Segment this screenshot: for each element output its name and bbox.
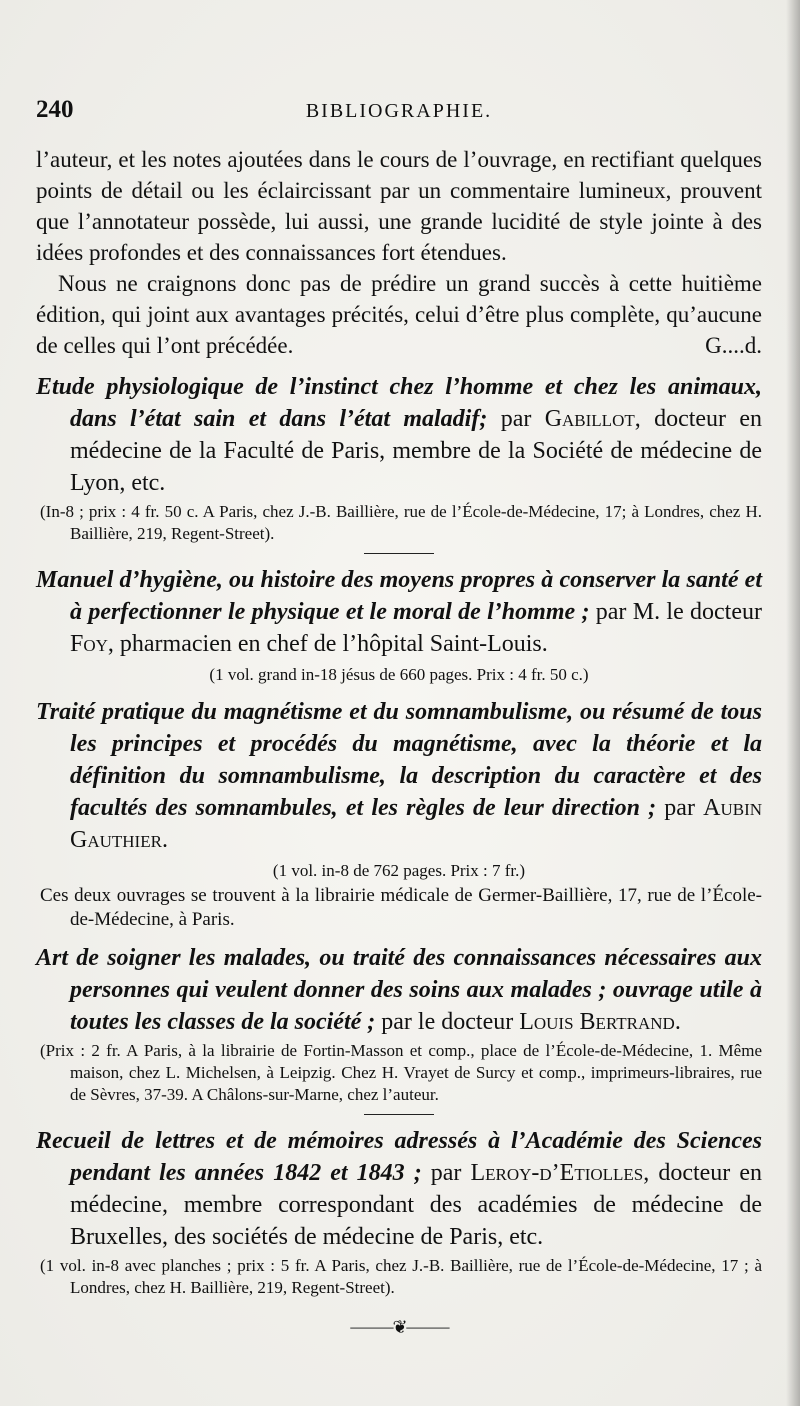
entry-author-name: Louis Bertrand xyxy=(519,1009,675,1035)
entry-author-name: Leroy-d’Etiolles xyxy=(470,1160,644,1186)
page-number: 240 xyxy=(36,96,74,123)
entry-author-name: Foy xyxy=(70,631,108,657)
entry-title: Traité pratique du magnétisme et du somnambulisme, ou résumé de tous les principes et procédés du magnétisme, avec la théorie et la définition du somnambulisme, la description du caractère et des facultés des somnambules, et les règles de leur direction ; par Aubin Gauthier. xyxy=(36,699,763,853)
intro-paragraph-1: l’auteur, et les notes ajoutées dans le cours de l’ouvrage, en rectifiant quelques points de détail ou les éclaircissant par un commentaire lumineux, prouvent que l’annotateur possède, lui aussi, une grande lucidité de style jointe à des idées profondes et des connaissances fort étendues. xyxy=(36,147,762,265)
entry-publication-note: (Prix : 2 fr. A Paris, à la librairie de Fortin-Masson et comp., place de l’École-de-Médecine, 1. Même maison, chez L. Michelsen, à Leipzig. Chez H. Vrayet de Surcy et comp., imprimeurs-libraires, rue de Sèvres, 37-39. A Châlons-sur-Marne, chez l’auteur. xyxy=(40,1041,762,1104)
bibliography-entry xyxy=(36,696,762,932)
bibliography-entry xyxy=(36,564,762,686)
entry-publication-note: (1 vol. in-8 de 762 pages. Prix : 7 fr.) xyxy=(272,861,526,880)
section-title: BIBLIOGRAPHIE. xyxy=(305,100,493,122)
entry-author-name: Aubin Gauthier xyxy=(70,795,763,853)
entry-publication-note: (1 vol. in-8 avec planches ; prix : 5 fr. A Paris, chez J.-B. Baillière, rue de l’École-de-Médecine, 17 ; à Londres, chez H. Baillière, 219, Regent-Street). xyxy=(40,1256,762,1297)
entry-divider xyxy=(364,1114,434,1115)
entry-title: Manuel d’hygiène, ou histoire des moyens propres à conserver la santé et à perfectionner le physique et le moral de l’homme ; par M. le docteur Foy, pharmacien en chef de l’hôpital Saint-Louis. xyxy=(36,567,762,657)
bibliography-entry xyxy=(36,371,762,545)
bibliography-entry xyxy=(36,942,762,1106)
entry-title: Art de soigner les malades, ou traité des connaissances nécessaires aux personnes qui veulent donner des soins aux malades ; ouvrage utile à toutes les classes de la société ; par le docteur Louis Bertrand. xyxy=(36,945,762,1035)
entry-availability-note: Ces deux ouvrages se trouvent à la librairie médicale de Germer-Baillière, 17, rue de l’École-de-Médecine, à Paris. xyxy=(40,885,762,930)
running-head xyxy=(36,96,762,136)
entry-author-name: Gabillot xyxy=(544,406,635,432)
entry-title: Etude physiologique de l’instinct chez l’homme et chez les animaux, dans l’état sain et dans l’état maladif; par Gabillot, docteur en médecine de la Faculté de Paris, membre de la Société de médecine de Lyon, etc. xyxy=(36,374,763,496)
entry-divider xyxy=(364,553,434,554)
intro-paragraph-2: Nous ne craignons donc pas de prédire un grand succès à cette huitième édition, qui joint aux avantages précités, celui d’être plus complète, qu’aucune de celles qui l’ont précédée. G....d. xyxy=(36,268,762,361)
closing-ornament: ⸻❦⸻ xyxy=(349,1317,449,1337)
review-signature: G....d. xyxy=(705,333,762,358)
entry-publication-note: (1 vol. grand in-18 jésus de 660 pages. Prix : 4 fr. 50 c.) xyxy=(209,665,589,684)
page-gutter-shadow xyxy=(786,0,800,1406)
entry-publication-note: (In-8 ; prix : 4 fr. 50 c. A Paris, chez J.-B. Baillière, rue de l’École-de-Médecine, 17; à Londres, chez H. Baillière, 219, Regent-Street). xyxy=(40,502,762,543)
entry-title: Recueil de lettres et de mémoires adressés à l’Académie des Sciences pendant les années 1842 et 1843 ; par Leroy-d’Etiolles, docteur en médecine, membre correspondant des académies de médecine de Bruxelles, des sociétés de médecine de Paris, etc. xyxy=(36,1128,763,1250)
bibliography-entry xyxy=(36,1125,762,1299)
